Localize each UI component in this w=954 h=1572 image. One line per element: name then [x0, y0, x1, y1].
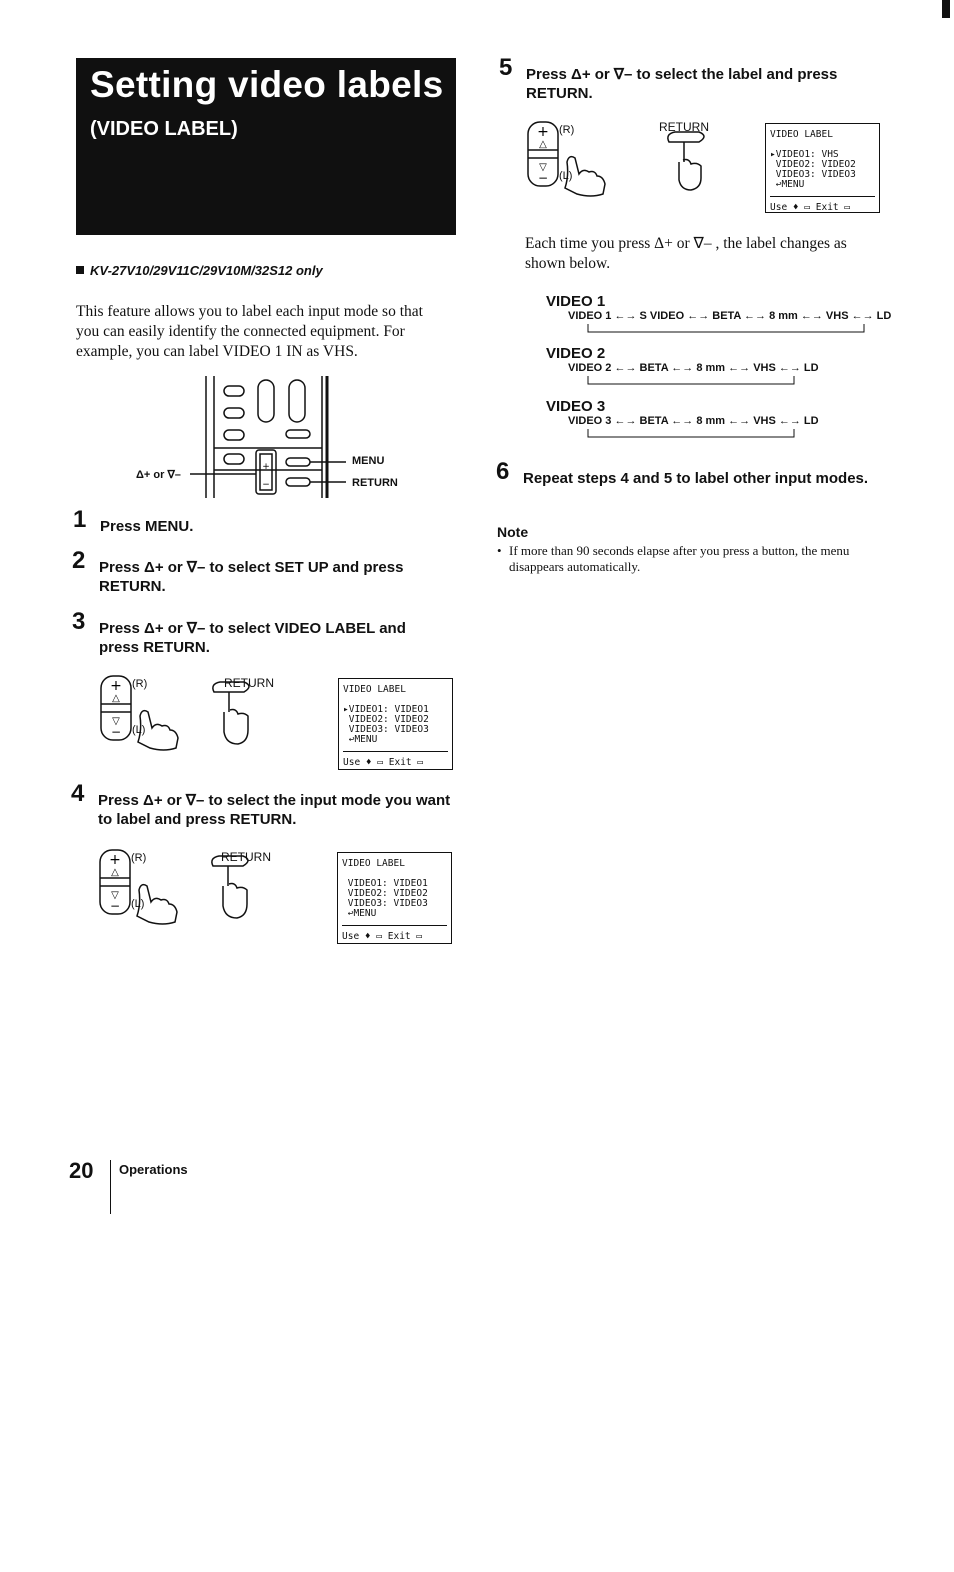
osd-row: ▸VIDEO1: VHS	[770, 149, 839, 160]
osd-header: VIDEO LABEL	[342, 858, 405, 869]
step-2	[72, 547, 439, 596]
step-number: 3	[72, 608, 86, 635]
label-sequence-video-1	[546, 293, 892, 334]
step-number: 5	[499, 54, 513, 81]
bullet-icon: •	[497, 543, 502, 558]
osd-row: VIDEO2: VIDEO2	[343, 714, 429, 725]
osd-row: VIDEO3: VIDEO3	[342, 898, 428, 909]
right-label: (R)	[559, 124, 575, 136]
step-text: Press Δ+ or ∇– to select VIDEO LABEL and press RETURN.	[99, 620, 406, 656]
svg-text:−: −	[262, 480, 270, 490]
note-heading: Note	[497, 524, 529, 540]
label-sequence-video-2	[546, 345, 886, 386]
step-number: 4	[71, 780, 85, 807]
svg-text:△: △	[112, 693, 120, 704]
remote-menu-label: MENU	[352, 455, 385, 467]
osd-footer: Use ♦ ▭ Exit ▭	[770, 196, 875, 213]
osd-footer: Use ♦ ▭ Exit ▭	[342, 925, 447, 942]
svg-text:△: △	[539, 139, 547, 150]
bullet-square-icon	[76, 266, 84, 274]
osd-footer: Use ♦ ▭ Exit ▭	[343, 751, 448, 768]
svg-text:▽: ▽	[112, 716, 120, 727]
step-number: 1	[73, 506, 87, 533]
step-4	[71, 780, 458, 829]
loop-arrow-icon	[568, 322, 888, 334]
osd-row: ↩MENU	[770, 179, 805, 190]
step-text: Press Δ+ or ∇– to select the label and press RETURN.	[526, 66, 838, 102]
label-intro: Each time you press Δ+ or ∇– , the label changes as shown below.	[525, 235, 847, 272]
page-subtitle: (VIDEO LABEL)	[90, 118, 238, 140]
step-5-illustration	[525, 118, 885, 218]
return-caption: RETURN	[224, 676, 274, 690]
page-number: 20	[69, 1158, 94, 1183]
osd-row: ▸VIDEO1: VIDEO1	[343, 704, 429, 715]
svg-text:+: +	[262, 462, 270, 472]
title-banner	[76, 58, 456, 235]
osd-row: VIDEO2: VIDEO2	[770, 159, 856, 170]
osd-row: VIDEO3: VIDEO3	[343, 724, 429, 735]
osd-screen	[337, 852, 452, 944]
svg-text:−: −	[109, 899, 121, 913]
step-3-illustration	[98, 672, 458, 772]
svg-text:+: +	[109, 852, 121, 868]
step-number: 6	[496, 458, 510, 485]
return-caption: RETURN	[221, 850, 271, 864]
remote-return-label: RETURN	[352, 477, 398, 489]
svg-text:▽: ▽	[539, 162, 547, 173]
sequence-title: VIDEO 1	[546, 293, 606, 310]
loop-arrow-icon	[568, 374, 888, 386]
step-text: Press MENU.	[100, 518, 194, 535]
sequence-line: VIDEO 2 ←→ BETA ←→ 8 mm ←→ VHS ←→ LD	[568, 362, 819, 374]
step-3	[72, 608, 439, 657]
remote-panel-diagram	[134, 372, 404, 502]
left-label: (L)	[131, 898, 145, 910]
osd-row: ↩MENU	[343, 734, 378, 745]
step-number: 2	[72, 547, 86, 574]
sequence-title: VIDEO 3	[546, 398, 606, 415]
step-5	[499, 54, 886, 103]
right-label: (R)	[131, 852, 147, 864]
model-note: KV-27V10/29V11C/29V10M/32S12 only	[76, 263, 323, 278]
page-title: Setting video labels	[90, 64, 444, 105]
svg-text:▽: ▽	[111, 890, 119, 901]
svg-text:−: −	[110, 725, 122, 739]
sequence-line: VIDEO 1 ←→ S VIDEO ←→ BETA ←→ 8 mm ←→ VHS ←→ LD	[568, 310, 892, 322]
edge-mark	[942, 0, 950, 18]
sequence-title: VIDEO 2	[546, 345, 606, 362]
intro-paragraph: This feature allows you to label each input mode so that you can easily identify the connected equipment. For example, you can label VIDEO 1 IN as VHS.	[76, 303, 423, 360]
osd-row: VIDEO3: VIDEO3	[770, 169, 856, 180]
osd-header: VIDEO LABEL	[770, 129, 833, 140]
left-label: (L)	[132, 724, 146, 736]
label-sequence-video-3	[546, 398, 886, 439]
svg-text:+: +	[537, 124, 549, 140]
osd-screen	[338, 678, 453, 770]
loop-arrow-icon	[568, 427, 888, 439]
note-text: If more than 90 seconds elapse after you press a button, the menu disappears automatically.	[509, 543, 850, 574]
step-4-illustration	[97, 846, 457, 946]
osd-screen	[765, 123, 880, 213]
osd-row: VIDEO2: VIDEO2	[342, 888, 428, 899]
return-caption: RETURN	[659, 120, 709, 134]
step-1	[73, 506, 440, 536]
osd-header: VIDEO LABEL	[343, 684, 406, 695]
remote-left-label: Δ+ or ∇–	[136, 469, 181, 481]
footer-divider	[110, 1160, 111, 1214]
osd-row: VIDEO1: VIDEO1	[342, 878, 428, 889]
sequence-line: VIDEO 3 ←→ BETA ←→ 8 mm ←→ VHS ←→ LD	[568, 415, 819, 427]
svg-text:−: −	[537, 171, 549, 185]
svg-text:+: +	[110, 678, 122, 694]
osd-row: ↩MENU	[342, 908, 377, 919]
svg-text:△: △	[111, 867, 119, 878]
step-6	[496, 458, 883, 488]
section-name: Operations	[119, 1162, 188, 1177]
step-text: Press Δ+ or ∇– to select the input mode you want to label and press RETURN.	[98, 792, 451, 828]
left-label: (L)	[559, 170, 573, 182]
step-text: Repeat steps 4 and 5 to label other input modes.	[523, 470, 869, 487]
right-label: (R)	[132, 678, 148, 690]
note-item	[497, 543, 867, 575]
step-text: Press Δ+ or ∇– to select SET UP and press RETURN.	[99, 559, 404, 595]
